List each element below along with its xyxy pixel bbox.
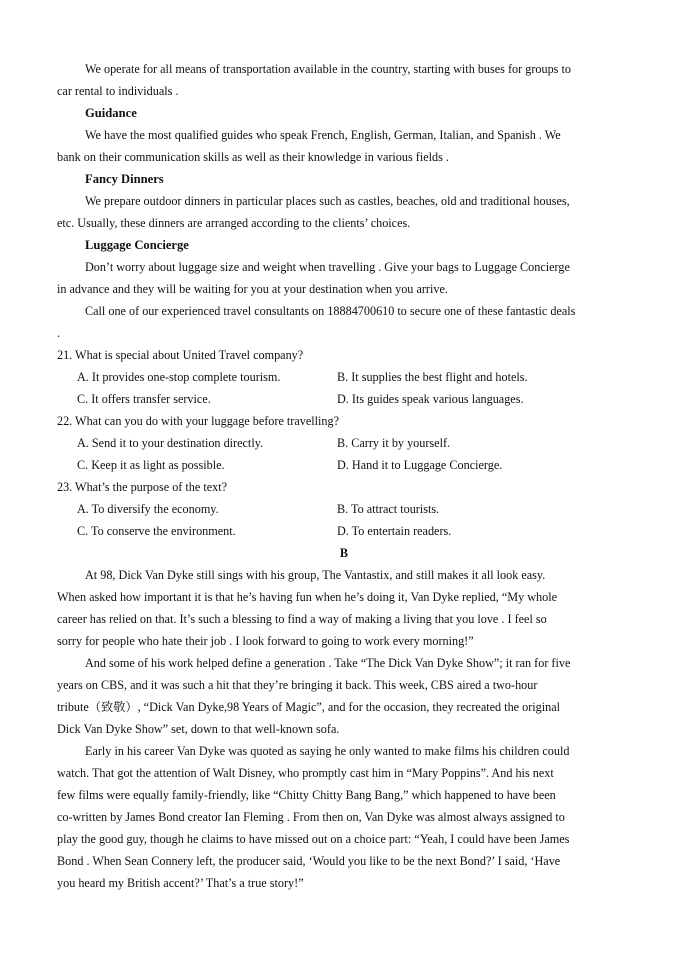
question-21-option-c: C. It offers transfer service.	[77, 392, 211, 406]
paragraph-b2-line: tribute（致敬）, “Dick Van Dyke,98 Years of Magic”, and for the occasion, they recreated the original	[57, 700, 561, 714]
paragraph-b3-line: watch. That got the attention of Walt Disney, who promptly cast him in “Mary Poppins”. And his next	[57, 766, 554, 780]
paragraph-b2-line: years on CBS, and it was such a hit that they’re bringing it back. This week, CBS aired a two-hour	[57, 678, 538, 692]
question-23-stem: 23. What’s the purpose of the text?	[57, 480, 228, 494]
paragraph-call-line: Call one of our experienced travel consultants on 18884700610 to secure one of these fantastic deals	[85, 304, 576, 318]
question-22-stem: 22. What can you do with your luggage before travelling?	[57, 414, 340, 428]
paragraph-transport-line: car rental to individuals .	[57, 84, 179, 98]
question-23-option-d: D. To entertain readers.	[337, 524, 452, 538]
question-21-option-d: D. Its guides speak various languages.	[337, 392, 524, 406]
paragraph-b3-line: Early in his career Van Dyke was quoted as saying he only wanted to make films his children could	[85, 744, 570, 758]
question-21-stem: 21. What is special about United Travel company?	[57, 348, 304, 362]
paragraph-guidance-line: bank on their communication skills as well as their knowledge in various fields .	[57, 150, 449, 164]
question-23-option-b: B. To attract tourists.	[337, 502, 440, 516]
question-22-option-b: B. Carry it by yourself.	[337, 436, 451, 450]
question-22-option-c: C. Keep it as light as possible.	[77, 458, 225, 472]
question-21-option-b: B. It supplies the best flight and hotels.	[337, 370, 528, 384]
question-23-option-c: C. To conserve the environment.	[77, 524, 236, 538]
question-21-option-a: A. It provides one-stop complete tourism.	[77, 370, 281, 384]
question-22-option-a: A. Send it to your destination directly.	[77, 436, 264, 450]
paragraph-call-line: .	[57, 326, 61, 340]
heading-luggage-concierge: Luggage Concierge	[85, 238, 189, 252]
section-b-label: B	[339, 546, 349, 560]
paragraph-dinners-line: etc. Usually, these dinners are arranged according to the clients’ choices.	[57, 216, 411, 230]
paragraph-b2-line: Dick Van Dyke Show” set, down to that well-known sofa.	[57, 722, 340, 736]
paragraph-b1-line: career has relied on that. It’s such a blessing to find a way of making a living that you love . I feel so	[57, 612, 547, 626]
question-23-option-a: A. To diversify the economy.	[77, 502, 219, 516]
paragraph-b3-line: play the good guy, though he claims to have missed out on a choice part: “Yeah, I could have been James	[57, 832, 570, 846]
paragraph-b3-line: co-written by James Bond creator Ian Fleming . From then on, Van Dyke was almost always assigned to	[57, 810, 565, 824]
paragraph-transport-line: We operate for all means of transportation available in the country, starting with buses for groups to	[85, 62, 571, 76]
paragraph-luggage-line: in advance and they will be waiting for you at your destination when you arrive.	[57, 282, 448, 296]
paragraph-b1-line: sorry for people who hate their job . I look forward to going to work every morning!”	[57, 634, 474, 648]
paragraph-b3-line: few films were equally family-friendly, like “Chitty Chitty Bang Bang,” which happened to have been	[57, 788, 556, 802]
paragraph-b1-line: When asked how important it is that he’s having fun when he’s doing it, Van Dyke replied, “My whole	[57, 590, 558, 604]
paragraph-b3-line: Bond . When Sean Connery left, the producer said, ‘Would you like to be the next Bond?’ I said, ‘Have	[57, 854, 561, 868]
heading-fancy-dinners: Fancy Dinners	[85, 172, 164, 186]
paragraph-b3-line: you heard my British accent?’ That’s a true story!”	[57, 876, 304, 890]
question-22-option-d: D. Hand it to Luggage Concierge.	[337, 458, 503, 472]
heading-guidance: Guidance	[85, 106, 137, 120]
paragraph-b1-line: At 98, Dick Van Dyke still sings with his group, The Vantastix, and still makes it all look easy.	[85, 568, 546, 582]
paragraph-guidance-line: We have the most qualified guides who speak French, English, German, Italian, and Spanish . We	[85, 128, 561, 142]
paragraph-luggage-line: Don’t worry about luggage size and weight when travelling . Give your bags to Luggage Concierge	[85, 260, 570, 274]
paragraph-dinners-line: We prepare outdoor dinners in particular places such as castles, beaches, old and traditional houses,	[85, 194, 570, 208]
paragraph-b2-line: And some of his work helped define a generation . Take “The Dick Van Dyke Show”; it ran for five	[85, 656, 571, 670]
